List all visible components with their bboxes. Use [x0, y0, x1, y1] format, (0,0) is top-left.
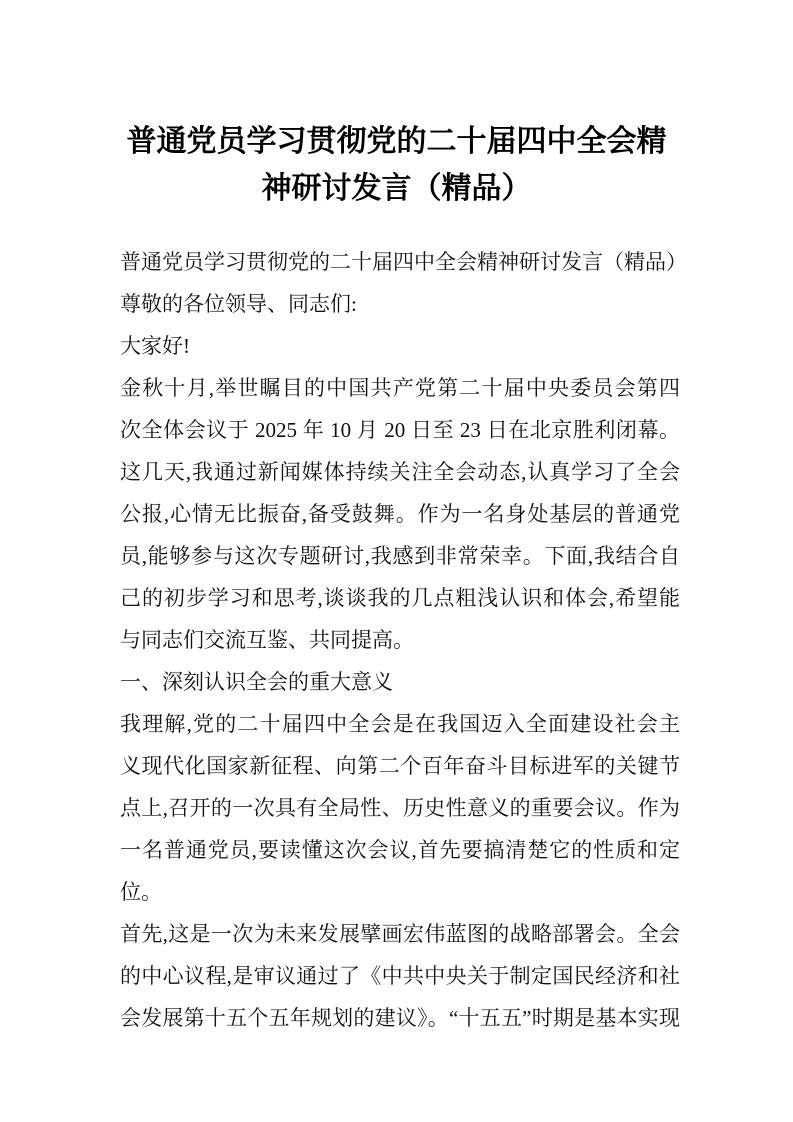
body-line: 我理解,党的二十届四中全会是在我国迈入全面建设社会主: [120, 712, 680, 736]
body-line: 金秋十月,举世瞩目的中国共产党第二十届中央委员会第四: [120, 376, 680, 400]
body-line: 的中心议程,是审议通过了《中共中央关于制定国民经济和社: [120, 964, 680, 988]
body-line: 公报,心情无比振奋,备受鼓舞。作为一名身处基层的普通党: [120, 502, 680, 526]
document-title: 普通党员学习贯彻党的二十届四中全会精神研讨发言（精品）: [126, 125, 667, 205]
body-line: 会发展第十五个五年规划的建议》。“十五五”时期是基本实现: [120, 1006, 680, 1030]
body-line: 一名普通党员,要读懂这次会议,首先要搞清楚它的性质和定: [120, 838, 680, 862]
body-line: 与同志们交流互鉴、共同提高。: [120, 628, 414, 652]
body-line: 义现代化国家新征程、向第二个百年奋斗目标进军的关键节: [120, 754, 680, 778]
document-body: [120, 241, 687, 1039]
body-line: 点上,召开的一次具有全局性、历史性意义的重要会议。作为: [120, 796, 680, 820]
body-line: 己的初步学习和思考,谈谈我的几点粗浅认识和体会,希望能: [120, 586, 680, 610]
body-line: 普通党员学习贯彻党的二十届四中全会精神研讨发言（精品）: [120, 250, 687, 274]
body-line: 首先,这是一次为未来发展擘画宏伟蓝图的战略部署会。全会: [120, 922, 680, 946]
body-line: 这几天,我通过新闻媒体持续关注全会动态,认真学习了全会: [120, 460, 680, 484]
body-line: 大家好!: [120, 334, 190, 358]
body-line: 尊敬的各位领导、同志们:: [120, 292, 357, 316]
body-line: 员,能够参与这次专题研讨,我感到非常荣幸。下面,我结合自: [120, 544, 680, 568]
body-line: 一、深刻认识全会的重大意义: [120, 670, 393, 694]
body-line: 位。: [120, 880, 162, 904]
body-line: 次全体会议于 2025 年 10 月 20 日至 23 日在北京胜利闭幕。: [120, 418, 680, 442]
